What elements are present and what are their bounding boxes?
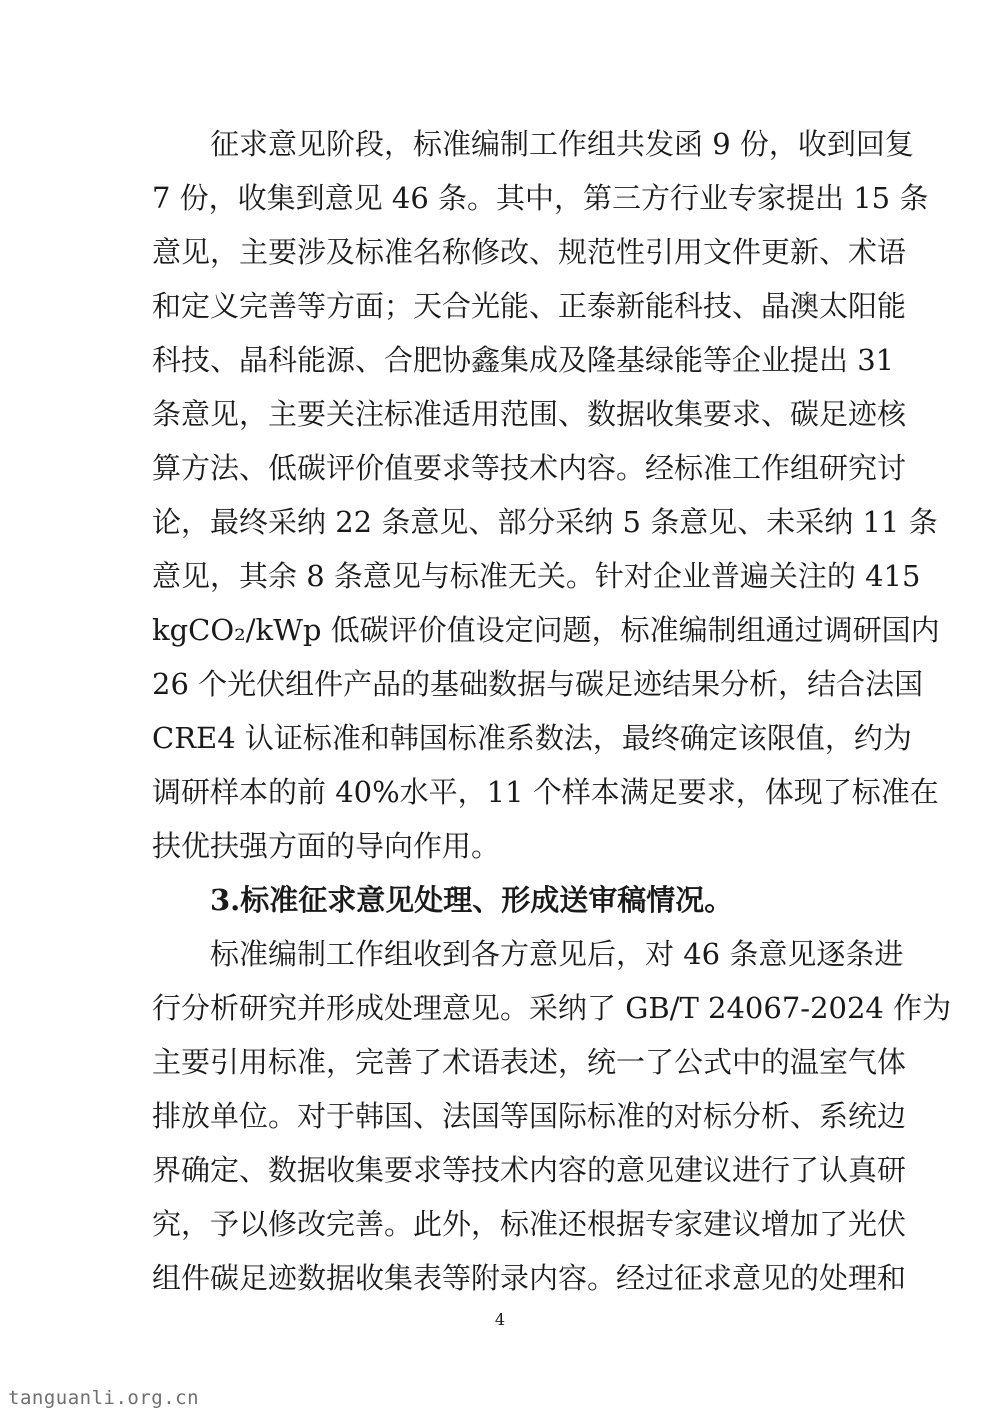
paragraph-line: 算方法、低碳评价值要求等技术内容。经标准工作组研究讨 [152, 451, 907, 485]
section-heading: 3.标准征求意见处理、形成送审稿情况。 [210, 883, 734, 917]
paragraph-line: 意见，主要涉及标准名称修改、规范性引用文件更新、术语 [152, 235, 907, 269]
paragraph-line: 和定义完善等方面；天合光能、正泰新能科技、晶澳太阳能 [152, 289, 907, 323]
paragraph-line: 科技、晶科能源、合肥协鑫集成及隆基绿能等企业提出 31 [152, 343, 895, 377]
paragraph-line: 条意见，主要关注标准适用范围、数据收集要求、碳足迹核 [152, 397, 907, 431]
paragraph-line: 界确定、数据收集要求等技术内容的意见建议进行了认真研 [152, 1153, 907, 1187]
paragraph-line: 排放单位。对于韩国、法国等国际标准的对标分析、系统边 [152, 1099, 907, 1133]
paragraph-line: 究，予以修改完善。此外，标准还根据专家建议增加了光伏 [152, 1207, 907, 1241]
paragraph-line: 调研样本的前 40%水平，11 个样本满足要求，体现了标准在 [152, 775, 939, 809]
paragraph-line: 主要引用标准，完善了术语表述，统一了公式中的温室气体 [152, 1045, 907, 1079]
page-number: 4 [494, 1310, 506, 1329]
paragraph-line: 7 份，收集到意见 46 条。其中，第三方行业专家提出 15 条 [152, 181, 929, 215]
paragraph-line: kgCO₂/kWp 低碳评价值设定问题，标准编制组通过调研国内 [152, 613, 940, 647]
watermark-text: tanguanli.org.cn [8, 1387, 200, 1409]
paragraph-line: 标准编制工作组收到各方意见后，对 46 条意见逐条进 [210, 937, 904, 971]
paragraph-line: 意见，其余 8 条意见与标准无关。针对企业普遍关注的 415 [152, 559, 921, 593]
paragraph-line: 扶优扶强方面的导向作用。 [152, 829, 501, 863]
paragraph-line: CRE4 认证标准和韩国标准系数法，最终确定该限值，约为 [152, 721, 912, 755]
paragraph-line: 征求意见阶段，标准编制工作组共发函 9 份，收到回复 [210, 127, 914, 161]
paragraph-line: 组件碳足迹数据收集表等附录内容。经过征求意见的处理和 [152, 1261, 907, 1295]
paragraph-line: 论，最终采纳 22 条意见、部分采纳 5 条意见、未采纳 11 条 [152, 505, 938, 539]
paragraph-line: 26 个光伏组件产品的基础数据与碳足迹结果分析，结合法国 [152, 667, 924, 701]
paragraph-line: 行分析研究并形成处理意见。采纳了 GB/T 24067-2024 作为 [152, 991, 952, 1025]
